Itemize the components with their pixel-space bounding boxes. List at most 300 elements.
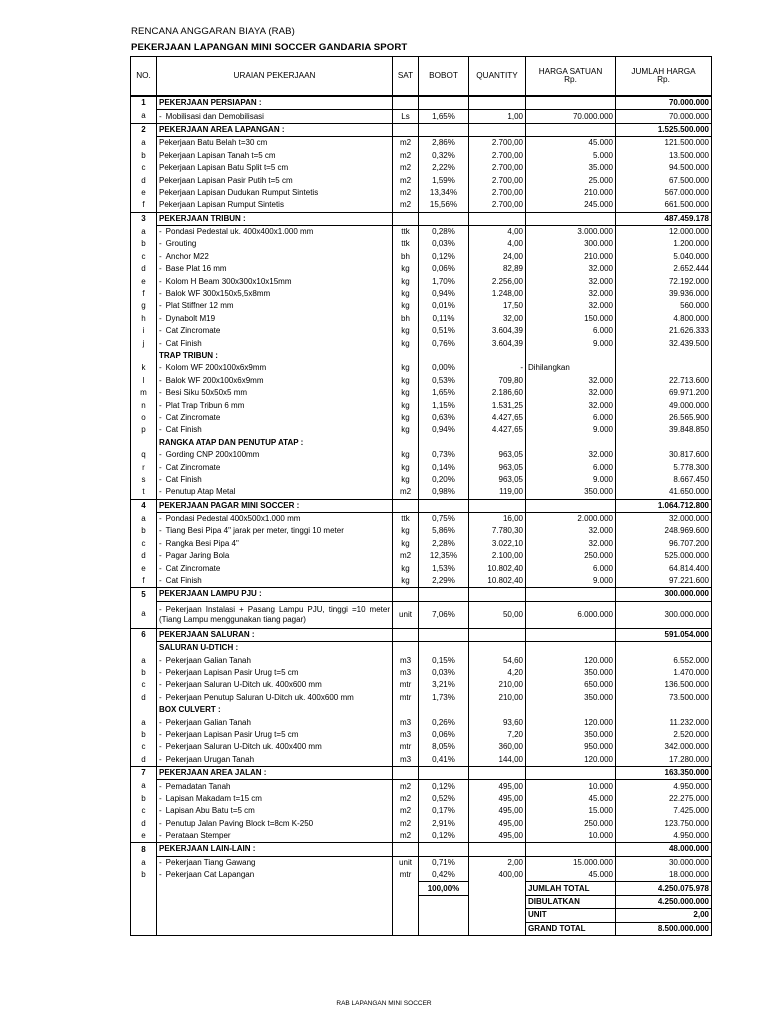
item-row <box>131 399 712 411</box>
item-unit-price: 32.000 <box>526 399 616 411</box>
item-description <box>157 251 393 263</box>
item-letter: g <box>131 300 157 312</box>
item-description <box>157 325 393 337</box>
item-weight: 1,65% <box>419 110 469 123</box>
empty-cell <box>393 766 419 779</box>
item-dash: - <box>159 227 162 237</box>
item-description <box>157 525 393 537</box>
item-letter: c <box>131 805 157 817</box>
item-amount: 4.800.000 <box>616 313 712 325</box>
item-row <box>131 325 712 337</box>
section-row <box>131 499 712 512</box>
item-weight: 0,06% <box>419 263 469 275</box>
item-dash: - <box>159 239 162 249</box>
header-quantity: QUANTITY <box>469 57 526 97</box>
empty-cell <box>419 704 469 716</box>
item-unit: kg <box>393 525 419 537</box>
item-amount: 567.000.000 <box>616 187 712 199</box>
item-unit: kg <box>393 337 419 349</box>
item-letter: e <box>131 830 157 843</box>
item-unit: kg <box>393 288 419 300</box>
item-quantity: 4.427,65 <box>469 424 526 436</box>
item-unit: kg <box>393 562 419 574</box>
item-row <box>131 562 712 574</box>
item-unit-price: 5.000 <box>526 150 616 162</box>
item-amount: 69.971.200 <box>616 387 712 399</box>
item-row <box>131 601 712 628</box>
item-letter: e <box>131 562 157 574</box>
item-row <box>131 412 712 424</box>
item-letter: a <box>131 225 157 238</box>
item-quantity: 144,00 <box>469 754 526 767</box>
item-unit: m2 <box>393 805 419 817</box>
item-row <box>131 150 712 162</box>
header-jumlah-harga-label: JUMLAH HARGA <box>631 66 696 76</box>
item-letter: n <box>131 399 157 411</box>
item-quantity: 3.604,39 <box>469 325 526 337</box>
item-dash: - <box>159 526 162 536</box>
item-letter: a <box>131 780 157 793</box>
item-row <box>131 729 712 741</box>
item-row <box>131 449 712 461</box>
section-number: 7 <box>131 766 157 779</box>
item-letter: d <box>131 263 157 275</box>
empty-cell <box>526 212 616 225</box>
empty-cell <box>526 843 616 856</box>
item-description <box>157 313 393 325</box>
empty-cell <box>131 350 157 362</box>
item-dash: - <box>159 450 162 460</box>
item-letter: r <box>131 461 157 473</box>
item-description <box>157 538 393 550</box>
empty-cell <box>393 642 419 655</box>
item-unit-price: 25.000 <box>526 174 616 186</box>
section-title: PEKERJAAN AREA JALAN : <box>157 766 393 779</box>
item-quantity: 210,00 <box>469 692 526 704</box>
item-unit: kg <box>393 275 419 287</box>
empty-cell <box>526 642 616 655</box>
summary-row-jumlah-total <box>131 882 712 895</box>
item-letter: b <box>131 793 157 805</box>
item-unit: m2 <box>393 780 419 793</box>
item-unit: kg <box>393 387 419 399</box>
item-dash: - <box>159 857 162 867</box>
item-letter: d <box>131 817 157 829</box>
header-no: NO. <box>131 57 157 97</box>
item-unit-price: 32.000 <box>526 375 616 387</box>
item-row <box>131 313 712 325</box>
item-unit: kg <box>393 412 419 424</box>
item-amount: 64.814.400 <box>616 562 712 574</box>
summary-row-grand-total <box>131 922 712 935</box>
item-text: Mobilisasi dan Demobilisasi <box>165 111 264 121</box>
item-letter: a <box>131 716 157 728</box>
item-amount: 41.650.000 <box>616 486 712 499</box>
item-unit: kg <box>393 399 419 411</box>
item-row <box>131 300 712 312</box>
item-text: Pondasi Pedestal uk. 400x400x1.000 mm <box>165 227 314 237</box>
item-description <box>157 869 393 882</box>
item-description <box>157 288 393 300</box>
rab-body <box>131 96 712 882</box>
item-quantity: 1,00 <box>469 110 526 123</box>
item-row <box>131 780 712 793</box>
item-quantity: 10.802,40 <box>469 575 526 588</box>
item-quantity: 7,20 <box>469 729 526 741</box>
item-amount: 21.626.333 <box>616 325 712 337</box>
empty-cell <box>526 350 616 362</box>
item-description <box>157 679 393 691</box>
item-unit: m2 <box>393 486 419 499</box>
table-header-row <box>131 57 712 97</box>
item-text: Pekerjaan Lapisan Tanah t=5 cm <box>159 150 276 160</box>
empty-cell <box>469 350 526 362</box>
item-unit-price: 3.000.000 <box>526 225 616 238</box>
item-weight: 2,91% <box>419 817 469 829</box>
item-dash: - <box>159 680 162 690</box>
item-quantity: 360,00 <box>469 741 526 753</box>
empty-cell <box>526 588 616 601</box>
item-letter: b <box>131 238 157 250</box>
section-total: 487.459.178 <box>616 212 712 225</box>
item-description <box>157 817 393 829</box>
item-amount: 248.969.600 <box>616 525 712 537</box>
item-weight: 1,65% <box>419 387 469 399</box>
item-text: Tiang Besi Pipa 4" jarak per meter, tinggi 10 meter <box>165 526 344 536</box>
item-unit: kg <box>393 424 419 436</box>
item-description <box>157 263 393 275</box>
item-dash: - <box>159 111 162 121</box>
item-row <box>131 362 712 374</box>
empty-cell <box>526 628 616 641</box>
empty-cell <box>393 704 419 716</box>
item-description <box>157 550 393 562</box>
empty-cell <box>393 350 419 362</box>
item-unit-price: 32.000 <box>526 525 616 537</box>
item-unit: m2 <box>393 187 419 199</box>
item-unit-price: 32.000 <box>526 275 616 287</box>
item-description <box>157 793 393 805</box>
item-dash: - <box>159 301 162 311</box>
item-text: Penutup Atap Metal <box>165 487 236 497</box>
item-dash: - <box>159 289 162 299</box>
empty-cell <box>419 628 469 641</box>
item-unit-price: 650.000 <box>526 679 616 691</box>
item-letter: e <box>131 187 157 199</box>
item-row <box>131 275 712 287</box>
item-description <box>157 805 393 817</box>
empty-cell <box>131 437 157 449</box>
item-unit: bh <box>393 251 419 263</box>
jumlah-total-label: JUMLAH TOTAL <box>526 882 616 895</box>
item-letter: a <box>131 654 157 666</box>
item-dash: - <box>159 781 162 791</box>
section-total: 163.350.000 <box>616 766 712 779</box>
section-number: 1 <box>131 96 157 110</box>
item-description <box>157 412 393 424</box>
section-title: PEKERJAAN LAMPU PJU : <box>157 588 393 601</box>
item-weight: 1,70% <box>419 275 469 287</box>
item-row <box>131 525 712 537</box>
item-quantity: 495,00 <box>469 780 526 793</box>
item-row <box>131 793 712 805</box>
item-dash: - <box>159 276 162 286</box>
section-number: 8 <box>131 843 157 856</box>
item-unit-price: 250.000 <box>526 817 616 829</box>
empty-cell <box>469 499 526 512</box>
item-weight: 12,35% <box>419 550 469 562</box>
empty-cell <box>526 96 616 110</box>
item-amount: 2.520.000 <box>616 729 712 741</box>
empty-cell <box>419 642 469 655</box>
subsection-row <box>131 350 712 362</box>
item-dash: - <box>159 425 162 435</box>
item-row <box>131 375 712 387</box>
item-dash: - <box>159 563 162 573</box>
item-text: Cat Finish <box>165 576 202 586</box>
item-text: Pekerjaan Batu Belah t=30 cm <box>159 138 268 148</box>
dibulatkan-value: 4.250.000.000 <box>616 895 712 908</box>
item-dash: - <box>159 605 162 615</box>
item-text: Pekerjaan Galian Tanah <box>165 655 251 665</box>
item-description <box>157 780 393 793</box>
item-weight: 0,42% <box>419 869 469 882</box>
item-description <box>157 150 393 162</box>
item-unit: m3 <box>393 754 419 767</box>
item-text: Pekerjaan Lapisan Rumput Sintetis <box>159 200 284 210</box>
document-subtitle: PEKERJAAN LAPANGAN MINI SOCCER GANDARIA SPORT <box>131 42 408 53</box>
item-quantity: 1.248,00 <box>469 288 526 300</box>
item-unit: mtr <box>393 741 419 753</box>
empty-cell <box>469 437 526 449</box>
item-letter: c <box>131 538 157 550</box>
item-unit: m2 <box>393 817 419 829</box>
section-total: 1.525.500.000 <box>616 123 712 136</box>
header-bobot: BOBOT <box>419 57 469 97</box>
grand-total-label: GRAND TOTAL <box>526 922 616 935</box>
empty-cell <box>616 642 712 655</box>
empty-cell <box>469 704 526 716</box>
item-description <box>157 300 393 312</box>
item-quantity: 7.780,30 <box>469 525 526 537</box>
item-text: Lapisan Makadam t=15 cm <box>165 793 262 803</box>
item-unit-price: 300.000 <box>526 238 616 250</box>
grand-total-value: 8.500.000.000 <box>616 922 712 935</box>
item-weight: 0,03% <box>419 667 469 679</box>
empty-cell <box>393 123 419 136</box>
section-total: 48.000.000 <box>616 843 712 856</box>
item-text: Pekerjaan Lapisan Dudukan Rumput Sintetis <box>159 187 319 197</box>
item-quantity: 400,00 <box>469 869 526 882</box>
item-description <box>157 375 393 387</box>
item-weight: 0,14% <box>419 461 469 473</box>
empty-cell <box>469 123 526 136</box>
item-row <box>131 174 712 186</box>
item-weight: 0,94% <box>419 288 469 300</box>
item-unit-price: 120.000 <box>526 654 616 666</box>
item-quantity: 495,00 <box>469 817 526 829</box>
item-letter: s <box>131 474 157 486</box>
item-description <box>157 399 393 411</box>
subsection-title: RANGKA ATAP DAN PENUTUP ATAP : <box>157 437 393 449</box>
empty-cell <box>526 123 616 136</box>
item-letter: a <box>131 512 157 525</box>
item-amount: 123.750.000 <box>616 817 712 829</box>
item-description <box>157 275 393 287</box>
document-title: RENCANA ANGGARAN BIAYA (RAB) <box>131 26 295 37</box>
item-description <box>157 692 393 704</box>
item-weight: 0,15% <box>419 654 469 666</box>
item-quantity: 495,00 <box>469 830 526 843</box>
item-unit-price: 120.000 <box>526 716 616 728</box>
item-quantity: 82,89 <box>469 263 526 275</box>
item-text: Pekerjaan Penutup Saluran U-Ditch uk. 400x600 mm <box>165 692 354 702</box>
item-letter: l <box>131 375 157 387</box>
item-letter: a <box>131 110 157 123</box>
subsection-row <box>131 642 712 655</box>
empty-cell <box>393 212 419 225</box>
item-weight: 0,94% <box>419 424 469 436</box>
item-row <box>131 288 712 300</box>
item-unit: m2 <box>393 550 419 562</box>
item-weight: 0,76% <box>419 337 469 349</box>
item-description <box>157 729 393 741</box>
item-quantity: 495,00 <box>469 805 526 817</box>
empty-cell <box>469 766 526 779</box>
item-weight: 0,98% <box>419 486 469 499</box>
item-letter: d <box>131 754 157 767</box>
item-row <box>131 817 712 829</box>
item-text: Cat Zincromate <box>165 563 221 573</box>
header-sat: SAT <box>393 57 419 97</box>
item-row <box>131 474 712 486</box>
item-amount: 13.500.000 <box>616 150 712 162</box>
item-dash: - <box>159 551 162 561</box>
item-row <box>131 199 712 212</box>
item-row <box>131 225 712 238</box>
item-letter: q <box>131 449 157 461</box>
item-amount: 342.000.000 <box>616 741 712 753</box>
item-amount: 121.500.000 <box>616 137 712 150</box>
item-unit-price: 350.000 <box>526 486 616 499</box>
item-amount: 22.275.000 <box>616 793 712 805</box>
item-unit: unit <box>393 856 419 869</box>
item-description <box>157 601 393 628</box>
item-unit: m2 <box>393 793 419 805</box>
item-unit-price: 120.000 <box>526 754 616 767</box>
item-text: Dynabolt M19 <box>165 313 216 323</box>
item-amount: 7.425.000 <box>616 805 712 817</box>
section-total: 300.000.000 <box>616 588 712 601</box>
item-unit-price: 70.000.000 <box>526 110 616 123</box>
empty-cell <box>526 766 616 779</box>
empty-cell <box>419 766 469 779</box>
item-dash: - <box>159 818 162 828</box>
item-description <box>157 162 393 174</box>
item-unit: unit <box>393 601 419 628</box>
item-description <box>157 199 393 212</box>
item-unit: m2 <box>393 162 419 174</box>
item-description <box>157 486 393 499</box>
item-text: Cat Finish <box>165 338 202 348</box>
item-row <box>131 337 712 349</box>
item-row <box>131 137 712 150</box>
item-weight: 0,11% <box>419 313 469 325</box>
item-quantity: 495,00 <box>469 793 526 805</box>
item-letter: b <box>131 729 157 741</box>
item-dash: - <box>159 313 162 323</box>
empty-cell <box>469 96 526 110</box>
item-text: Pekerjaan Saluran U-Ditch uk. 400x400 mm <box>165 742 322 752</box>
item-weight: 2,29% <box>419 575 469 588</box>
header-harga-satuan <box>526 57 616 97</box>
item-text: Grouting <box>165 239 197 249</box>
empty-cell <box>419 96 469 110</box>
empty-cell <box>469 212 526 225</box>
empty-cell <box>419 588 469 601</box>
item-quantity: 2.186,60 <box>469 387 526 399</box>
item-unit: m3 <box>393 716 419 728</box>
item-unit-price: 32.000 <box>526 538 616 550</box>
item-quantity: 2,00 <box>469 856 526 869</box>
item-dash: - <box>159 729 162 739</box>
item-quantity: 4,00 <box>469 225 526 238</box>
item-weight: 0,63% <box>419 412 469 424</box>
item-description <box>157 716 393 728</box>
header-jumlah-harga-rp: Rp. <box>657 75 670 84</box>
item-amount: 8.667.450 <box>616 474 712 486</box>
item-unit: mtr <box>393 869 419 882</box>
item-row <box>131 486 712 499</box>
item-weight: 15,56% <box>419 199 469 212</box>
header-harga-satuan-label: HARGA SATUAN <box>538 66 603 76</box>
item-letter: f <box>131 199 157 212</box>
empty-cell <box>393 437 419 449</box>
item-weight: 0,32% <box>419 150 469 162</box>
item-row <box>131 830 712 843</box>
section-number: 5 <box>131 588 157 601</box>
item-description <box>157 362 393 374</box>
item-quantity: 963,05 <box>469 474 526 486</box>
unit-value: 2,00 <box>616 909 712 922</box>
empty-cell <box>131 704 157 716</box>
item-unit: kg <box>393 263 419 275</box>
item-description <box>157 654 393 666</box>
item-text: Rangka Besi Pipa 4" <box>165 538 239 548</box>
item-unit-price: 32.000 <box>526 449 616 461</box>
item-row <box>131 387 712 399</box>
section-total: 70.000.000 <box>616 96 712 110</box>
item-text: Pemadatan Tanah <box>165 781 231 791</box>
item-text: Cat Finish <box>165 425 202 435</box>
item-unit: kg <box>393 300 419 312</box>
item-weight: 0,12% <box>419 251 469 263</box>
item-unit: ttk <box>393 225 419 238</box>
item-quantity: 93,60 <box>469 716 526 728</box>
item-text: Balok WF 300x150x5,5x8mm <box>165 289 271 299</box>
item-weight: 1,15% <box>419 399 469 411</box>
item-weight: 2,28% <box>419 538 469 550</box>
item-letter: b <box>131 869 157 882</box>
item-weight: 8,05% <box>419 741 469 753</box>
item-dash: - <box>159 487 162 497</box>
page-footer: RAB LAPANGAN MINI SOCCER <box>336 1000 432 1007</box>
item-quantity: 963,05 <box>469 449 526 461</box>
item-weight: 0,53% <box>419 375 469 387</box>
bobot-total: 100,00% <box>419 882 469 895</box>
empty-cell <box>393 843 419 856</box>
item-letter: b <box>131 525 157 537</box>
